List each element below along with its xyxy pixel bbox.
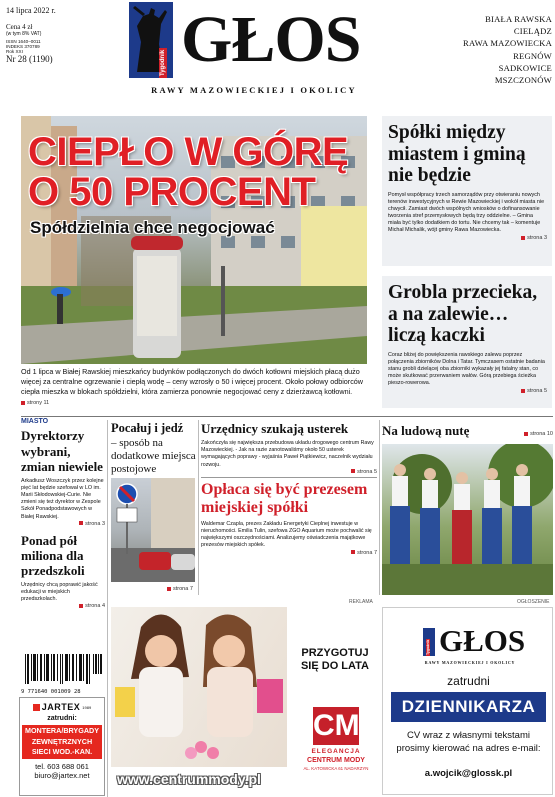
col4-ref: strona 10 (524, 431, 553, 437)
logo-figure-box (129, 2, 173, 78)
masthead-info (6, 6, 116, 64)
lead-subheadline: Spółdzielnia chce negocjować (30, 218, 275, 237)
town-mszczonow: MSZCZONÓW (494, 75, 552, 86)
lead-photo (21, 116, 367, 364)
side1-title[interactable]: Spółki między miastem i gminą nie będzie (388, 122, 526, 186)
col3-body-2: Waldemar Czapla, prezes Zakładu Energetyki Cieplnej inwestuje w nieruchomości. Emilia Tulin, szefowa ZGO Aquarium może pochwalić się największymi oszczędnościami. Analizujemy oświadczenia majątkowe prezesów miejskich spółek. (201, 520, 372, 549)
town-rawa-mazowiecka: RAWA MAZOWIECKA (463, 38, 552, 49)
col3-title[interactable]: Urzędnicy szukają usterek (201, 421, 349, 436)
jartex-job: MONTERA/BRYGADY ZEWNĘTRZNYCH SIECI WOD.-KAN. (22, 725, 102, 759)
col3-ref: strona 5 (201, 469, 377, 475)
col3-story (201, 421, 377, 556)
divider-col3v (379, 420, 380, 595)
fashion-slogan: PRZYGOTUJ SIĘ DO LATA (300, 647, 370, 672)
jartex-hire: zatrudni: (47, 715, 77, 722)
issue-vat: (w tym 8% VAT) (6, 31, 42, 37)
logo-wordmark: GŁOS (181, 3, 361, 76)
cm-name: CENTRUM MODY (307, 757, 365, 764)
col3-title-2[interactable]: Opłaca się być prezesem miejskiej spółki (201, 480, 368, 516)
divider-main (21, 416, 553, 417)
side-story-2 (382, 276, 552, 408)
cm-logo-text: CM (313, 709, 360, 742)
divider-left (107, 420, 108, 797)
jartex-logo-icon (33, 704, 40, 711)
town-list (463, 13, 552, 86)
fashion-ad[interactable] (111, 607, 377, 795)
fashion-url[interactable]: www.centrummody.pl (117, 771, 261, 787)
divider-col3 (201, 477, 377, 478)
left-column (21, 418, 105, 609)
side1-ref: strona 3 (388, 235, 547, 241)
side2-ref: strona 5 (388, 388, 547, 394)
lead-text: Od 1 lipca w Białej Rawskiej mieszkańcy budynków podłączonych do dwóch kotłowni miejskich płacą dużo więcej za centralne ogrzewanie i ciepłą wodę – ceny wzrosły o 50 i więcej procent. Około połowy odbiorców ciepła mieszka w blokach spółdzielni, która zamierza ponownie negocjować ceny z dzierżawcą kotłowni. (21, 367, 363, 396)
job-ad-email[interactable]: a.wojcik@glossk.pl (424, 768, 513, 779)
logo-subtitle: RAWY MAZOWIECKIEJ I OKOLICY (151, 85, 357, 95)
barcode-number: 9 771640 001009 28 (21, 689, 81, 695)
col2-title[interactable]: Pocałuj i jedź (111, 421, 184, 435)
divider-col2 (198, 420, 199, 595)
jartex-since: 1989 (82, 704, 92, 710)
logo-tag: Tygodnik (160, 49, 166, 76)
left-body-1: Arkadiusz Woszczyk przez kolejne pięć lat będzie szefował w LO im. Marii Skłodowskiej-Curie. Nie zmieni się też dyrektor w Zespole Szkół Ponadpodstawowych w Białej Rawskiej. (21, 477, 104, 520)
shoppers-scene (111, 607, 287, 767)
job-ad-logo-sub: RAWY MAZOWIECKIEJ I OKOLICY (424, 660, 516, 665)
side1-body: Pomysł współpracy trzech samorządów przy otwieraniu nowych terenów inwestycyjnych w Rewie Mazowieckiej i wokół miasta nie chwycił. Zamiast dwóch wspólnych wniosków o dofinansowanie tworzenia stref przemysłowych będą trzy oddzielne. – Gmina miała być tylko dodatkiem do tortu. Nie chcemy tak – komentuje Michał Michalik, wójt gminy Rawa Mazowiecka. (388, 191, 545, 233)
job-ad-logo-tag: Tygodnik (426, 639, 430, 655)
left-title-1[interactable]: Dyrektorzy wybrani, zmian niewiele (21, 428, 103, 474)
issue-date: 14 lipca 2022 r. (6, 6, 56, 15)
jartex-tel: tel. 603 688 061 (35, 761, 89, 771)
ad-label-ogloszenie: OGŁOSZENIE (517, 599, 550, 605)
section-label: MIASTO (21, 418, 49, 425)
col2-story (111, 421, 196, 476)
issue-price: Cena 4 zł (6, 23, 33, 31)
col2-subtitle: – sposób na dodatkowe miejsca postojowe (111, 437, 196, 475)
col3-body: Zakończyła się największa przebudowa układu drogowego centrum Rawy Mazowieckiej. - Jak na razie zanotowaliśmy około 50 usterek wymagających poprawy - wyjaśnia Paweł Piątkiewicz, naczelnik wydziału rozwoju. (201, 440, 374, 468)
side2-body: Coraz bliżej do powiększenia rawskiego zalewu poprzez połączenia zbiorników Dolna i Tatar. Tymczasem ostatnie badania stanu grobli dzielącej oba zbiorniki wykazały jej fatalny stan, co może skutkować przerwaniem wałów. Górą przebiega ścieżka pieszo-rowerowa. (388, 351, 545, 386)
left-ref-2: strona 4 (21, 603, 105, 609)
lead-ref: strony 11 (21, 400, 49, 406)
cm-logo (313, 707, 359, 745)
cm-brand: ELEGANCJA (311, 748, 361, 755)
folk-singers-scene (382, 444, 553, 595)
side2-title[interactable]: Grobla przecieka, a na zalewie… liczą kaczki (388, 282, 538, 346)
lead-headline-2: O 50 PROCENT (28, 170, 316, 214)
parking-scene (111, 478, 195, 582)
town-regnow: REGNÓW (513, 50, 552, 61)
side-story-1 (382, 116, 552, 266)
left-body-2: Urzędnicy chcą poprawić jakość edukacji w miejskich przedszkolach. (21, 581, 98, 603)
col4-photo (382, 444, 553, 595)
job-ad-hire: zatrudni (447, 674, 490, 688)
town-sadkowice: SADKOWICE (498, 62, 552, 73)
issue-index: INDEKS 370789 (6, 44, 40, 49)
lead-body (21, 367, 367, 408)
jartex-ad[interactable] (19, 697, 105, 796)
jartex-email[interactable]: biuro@jartex.net (34, 770, 90, 780)
fashion-photo (111, 607, 287, 767)
col2-ref: strona 7 (167, 586, 193, 592)
job-ad-text: CV wraz z własnymi tekstami prosimy kierować na adres e-mail: (396, 730, 541, 754)
left-title-2[interactable]: Ponad pół miliona dla przedszkoli (21, 532, 85, 578)
cm-address: AL. KATOWICKA 61 NADARZYN (303, 766, 369, 771)
town-biala-rawska: BIAŁA RAWSKA (485, 14, 552, 24)
col4-story (382, 423, 553, 438)
barcode-icon (21, 654, 105, 686)
barcode (21, 654, 105, 694)
issue-number: Nr 28 (1190) (6, 54, 53, 64)
jartex-logo: JARTEX (41, 702, 81, 712)
left-ref-1: strona 3 (21, 521, 105, 527)
issue-year: Rok XXI (6, 49, 23, 54)
masthead-logo (129, 1, 379, 101)
ad-label-reklama: REKLAMA (349, 599, 373, 605)
job-ad[interactable] (382, 607, 553, 795)
col3-ref-2: strona 7 (201, 550, 377, 556)
job-ad-logo: GŁOS (439, 623, 526, 658)
job-ad-role: DZIENNIKARZA (391, 692, 546, 722)
col4-title[interactable]: Na ludową nutę (382, 423, 470, 438)
lead-headline-1: CIEPŁO W GÓRĘ (28, 130, 349, 174)
issue-issn: ISSN 1640–0011 (6, 39, 41, 44)
town-cieladz: CIELĄDZ (513, 26, 552, 37)
col2-photo (111, 478, 195, 582)
